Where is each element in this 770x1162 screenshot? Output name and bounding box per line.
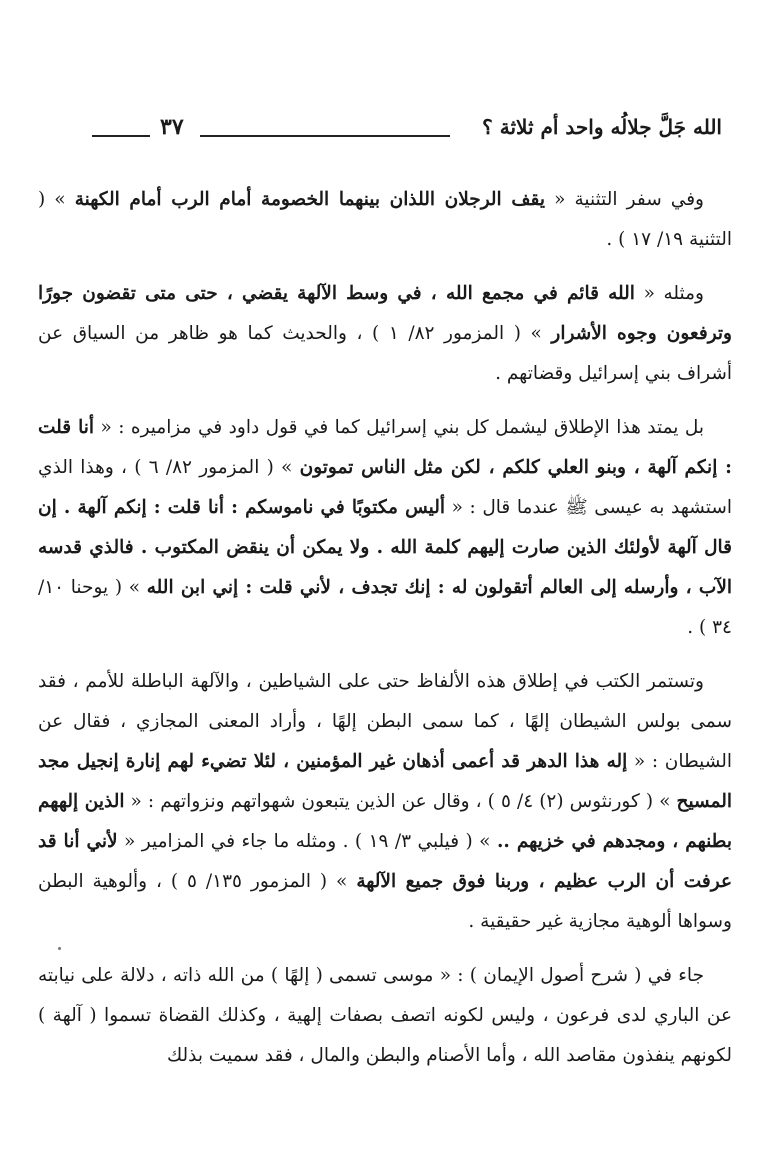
body-run: » ( يوحنا ١٠/ ٣٤ ) . bbox=[38, 577, 732, 638]
body-run: » ( المزمور ٨٢/ ١ ) ، والحديث كما هو ظاهر من السياق عن أشراف بني إسرائيل وقضاتهم . bbox=[38, 323, 732, 384]
body-run: وتستمر الكتب في إطلاق هذه الألفاظ حتى على الشياطين ، والآلهة الباطلة للأمم ، فقد سمى بولس الشيطان إلهًا ، كما سمى البطن إلهًا ، وأراد المعنى المجازي ، فقال عن الشيطان : « bbox=[38, 671, 732, 772]
body-run: » ( فيلبي ٣/ ١٩ ) . ومثله ما جاء في المزامير « bbox=[117, 831, 497, 852]
header-rule-left bbox=[92, 135, 150, 137]
paragraph-2 bbox=[38, 274, 732, 394]
quoted-text: الذين إلههم بطنهم ، ومجدهم في خزيهم .. bbox=[38, 791, 733, 852]
body-run: ومثله « bbox=[634, 283, 704, 304]
body-run: » ( التثنية ١٩/ ١٧ ) . bbox=[38, 189, 732, 250]
paragraph-1 bbox=[38, 180, 732, 260]
running-header bbox=[92, 112, 722, 148]
body-run: بل يمتد هذا الإطلاق ليشمل كل بني إسرائيل كما في قول داود في مزاميره : « bbox=[94, 417, 705, 438]
quoted-text: الله قائم في مجمع الله ، في وسط الآلهة يقضي ، حتى متى تقضون جورًا وترفعون وجوه الأشرار bbox=[38, 283, 732, 344]
body-run: جاء في ( شرح أصول الإيمان ) : « موسى تسمى ( إلهًا ) من الله ذاته ، دلالة على نيابته عن الباري لدى فرعون ، وليس لكونه اتصف بصفات إلهية ، وكذلك القضاة تسموا ( آلهة ) لكونهم ينفذون مقاصد الله ، وأما الأصنام والبطن والمال ، فقد سميت بذلك bbox=[38, 965, 732, 1066]
paragraph-4 bbox=[38, 662, 732, 942]
page-number: ٣٧ bbox=[160, 114, 184, 140]
paragraph-3 bbox=[38, 408, 732, 648]
margin-mark bbox=[58, 947, 61, 950]
quoted-text: أنا قلت : إنكم آلهة ، وبنو العلي كلكم ، لكن مثل الناس تموتون bbox=[38, 417, 732, 478]
body-text bbox=[38, 180, 732, 1076]
quoted-text: لأني أنا قد عرفت أن الرب عظيم ، وربنا فوق جميع الآلهة bbox=[38, 831, 733, 892]
paragraph-5 bbox=[38, 956, 732, 1076]
quoted-text: يقف الرجلان اللذان بينهما الخصومة أمام الرب أمام الكهنة bbox=[74, 189, 546, 210]
header-rule-right bbox=[200, 135, 450, 137]
body-run: » ( المزمور ٨٢/ ٦ ) ، وهذا الذي استشهد به عيسى ﷺ عندما قال : « bbox=[38, 457, 732, 518]
running-title: الله جَلَّ جلالُه واحد أم ثلاثة ؟ bbox=[482, 115, 722, 139]
body-run: » ( كورنثوس (٢) ٤/ ٥ ) ، وقال عن الذين يتبعون شهواتهم ونزواتهم : « bbox=[124, 791, 677, 812]
body-run: » ( المزمور ١٣٥/ ٥ ) ، وألوهية البطن وسواها ألوهية مجازية غير حقيقية . bbox=[38, 871, 732, 932]
quoted-text: أليس مكتوبًا في ناموسكم : أنا قلت : إنكم آلهة . إن قال آلهة لأولئك الذين صارت إليهم كلمة الله . ولا يمكن أن ينقض المكتوب . فالذي قدسه الآب ، وأرسله إلى العالم أتقولون له : إنك تجدف ، لأني قلت : إني ابن الله bbox=[38, 497, 733, 598]
body-run: وفي سفر التثنية « bbox=[545, 189, 704, 210]
quoted-text: إله هذا الدهر قد أعمى أذهان غير المؤمنين ، لئلا تضيء لهم إنارة إنجيل مجد المسيح bbox=[38, 751, 732, 812]
